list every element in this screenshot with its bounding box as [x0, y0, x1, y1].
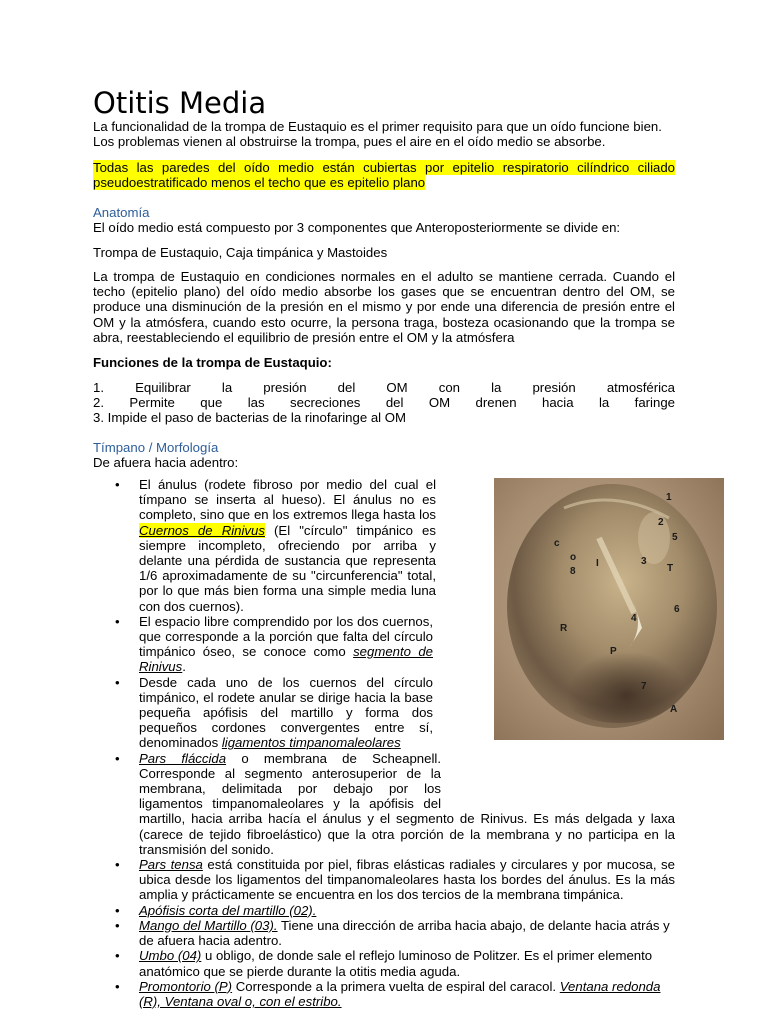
list-item — [93, 948, 675, 978]
intro-paragraph: La funcionalidad de la trompa de Eustaquio es el primer requisito para que un oído funcione bien. Los problemas vienen al obstruirse la trompa, pues el aire en el oído medio se absorbe. — [93, 119, 662, 150]
ventana-redonda-link: Ventana redonda (R), Ventana oval o, con el estribo. — [139, 978, 661, 1009]
list-item — [93, 903, 675, 918]
cuernos-rinivus-link: Cuernos de Rinivus — [139, 522, 265, 538]
bullet-text: u obligo, de donde sale el reflejo luminoso de Politzer. Es el primer elemento anatómico que se pierde durante la otitis media aguda. — [139, 948, 653, 979]
list-item — [93, 918, 675, 948]
photo-label: 6 — [674, 604, 680, 615]
segmento-rinivus-link: segmento de Rinivus — [139, 644, 433, 675]
bullet-text: está constituida por piel, fibras elásticas radiales y circulares y por mucosa, se ubica desde los ligamentos del timpanomaleolares hasta los bordes del ánulus. Es la más amplia y prácticamente se encuentra en los dos tercios de la membrana timpánica. — [139, 857, 675, 903]
section-heading-timpano: Tímpano / Morfología — [93, 440, 219, 455]
photo-label: 1 — [666, 492, 672, 503]
photo-label: o — [570, 552, 577, 563]
apofisis-corta-link: Apófisis corta del martillo (02). — [139, 902, 317, 918]
bullet-text: Desde cada uno de los cuernos del círculo timpánico, el rodete anular se dirige hacia la base pequeña apófisis del martillo y forma dos pequeños cordones convergentes entre sí, denominados — [139, 674, 433, 751]
bullet-text: o membrana de Scheapnell. Corresponde al segmento anterosuperior de la membrana, delimitada por debajo por los ligamentos timpanomaleolares y la apófisis del martillo, hacia arriba hacía el ánulus y el segmento de Rinivus. Es más delgada y laxa (carece de tejido fibroelástico) que la otra porción de la membrana y no participa en la transmisión del sonido. — [139, 750, 675, 857]
photo-label: 2 — [658, 517, 664, 528]
list-item — [93, 979, 675, 1009]
bullet-text: Corresponde a la primera vuelta de espiral del caracol. — [232, 978, 560, 994]
photo-label: 3 — [641, 556, 647, 567]
bullet-text: El ánulus (rodete fibroso por medio del cual el tímpano se inserta al hueso). El ánulus no es completo, sino que en los extremos llega hasta los — [139, 477, 436, 523]
photo-label: I — [596, 558, 599, 569]
pars-flaccida-link: Pars fláccida — [139, 750, 227, 766]
timpano-bullet-list — [93, 477, 678, 1009]
anatomia-paragraph-3: La trompa de Eustaquio en condiciones normales en el adulto se mantiene cerrada. Cuando el techo (epitelio plano) del oído medio absorbe los gases que se encuentran dentro del OM, se produce una disminución de la presión en el mismo y por ende una diferencia de presión entre el OM y la atmósfera, cuando esto ocurre, la persona traga, bosteza ocasionando que la trompa se abra, reestableciendo el equilibrio de presión entre el OM y la atmósfera — [93, 269, 675, 345]
photo-label: 4 — [631, 613, 637, 624]
pars-tensa-link: Pars tensa — [139, 857, 203, 873]
mango-martillo-link: Mango del Martillo (03). — [139, 917, 278, 933]
bullet-text: . — [182, 659, 186, 675]
promontorio-link: Promontorio (P) — [139, 978, 233, 994]
photo-label: R — [560, 623, 568, 634]
page-title: Otitis Media — [93, 86, 267, 120]
ligamentos-link: ligamentos timpanomaleolares — [221, 735, 401, 751]
timpano-intro: De afuera hacia adentro: — [93, 455, 239, 470]
photo-label: 8 — [570, 566, 576, 577]
list-item — [93, 675, 433, 751]
funciones-list — [93, 380, 675, 426]
anatomia-paragraph-1: El oído medio está compuesto por 3 componentes que Anteroposteriormente se divide en: — [93, 220, 621, 235]
funciones-item: 1. Equilibrar la presión del OM con la presión atmosférica — [93, 380, 675, 395]
umbo-link: Umbo (04) — [139, 948, 202, 964]
photo-label: P — [610, 646, 617, 657]
photo-label: 5 — [672, 532, 678, 543]
photo-label: c — [554, 538, 560, 549]
list-item — [93, 614, 433, 675]
funciones-item: 2. Permite que las secreciones del OM drenen hacia la faringe — [93, 395, 675, 411]
list-item — [93, 857, 675, 903]
bullet-text: (El "círculo" timpánico es siempre incompleto, ofreciendo por arriba y delante una pérdida de sustancia que representa 1/6 aproximadamente de su "circunferencia" total, por lo que más bien forma una simple media luna con dos cuernos). — [139, 522, 436, 614]
bullet-text: Tiene una dirección de arriba hacia abajo, de delante hacia atrás y de afuera hacia adentro. — [139, 917, 670, 949]
list-item — [93, 477, 675, 614]
list-item — [93, 751, 675, 857]
highlight-note-text: Todas las paredes del oído medio están cubiertas por epitelio respiratorio cilíndrico ciliado pseudoestratificado menos el techo que es epitelio plano — [93, 160, 675, 191]
photo-spacer — [446, 477, 676, 739]
anatomia-paragraph-2: Trompa de Eustaquio, Caja timpánica y Mastoides — [93, 245, 388, 260]
funciones-item: 3. Impide el paso de bacterias de la rinofaringe al OM — [93, 410, 407, 426]
highlight-note — [93, 160, 675, 190]
section-heading-anatomia: Anatomía — [93, 205, 150, 220]
bullet-text: El espacio libre comprendido por los dos cuernos, que corresponde a la porción que falta del círculo timpánico óseo, se conoce como — [139, 613, 433, 660]
photo-label: A — [670, 704, 678, 715]
photo-label: 7 — [641, 681, 647, 692]
photo-label: T — [667, 563, 674, 574]
photo-spacer — [441, 751, 675, 797]
funciones-heading: Funciones de la trompa de Eustaquio: — [93, 355, 332, 370]
